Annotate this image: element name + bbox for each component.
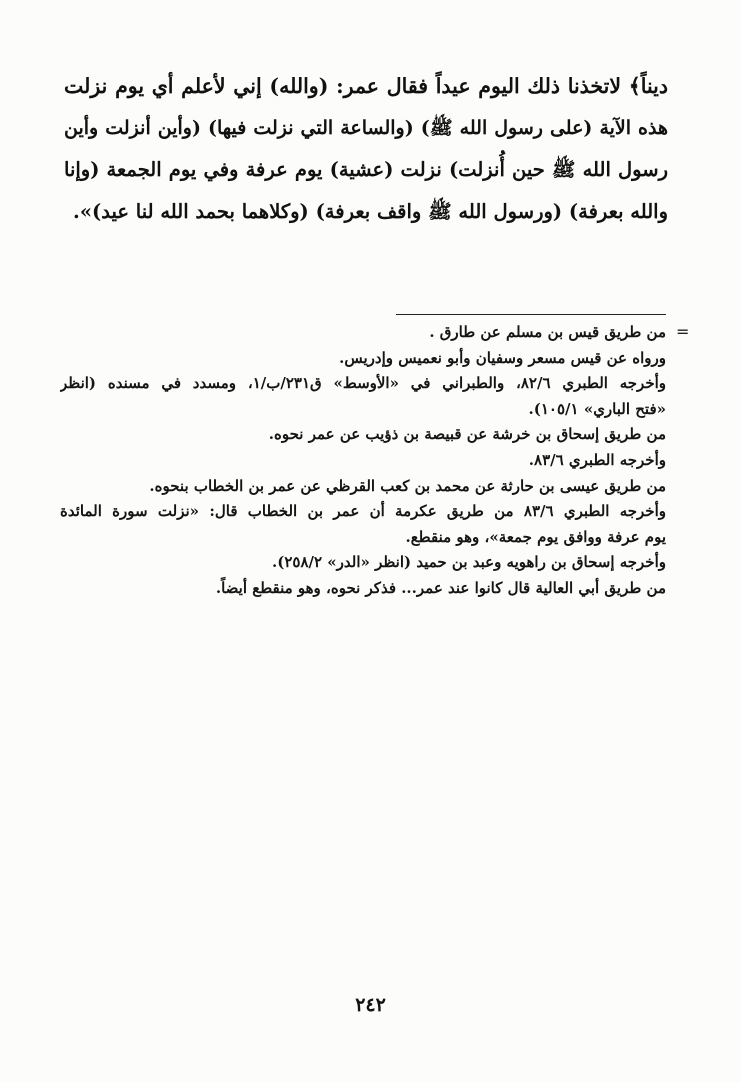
footnotes — [60, 320, 666, 602]
footnote-line: من طريق عيسى بن حارثة عن محمد بن كعب القرظي عن عمر بن الخطاب بنحوه. — [149, 476, 666, 495]
main-text-line: ديناً﴾ لاتخذنا ذلك اليوم عيداً فقال عمر: (والله) إني لأعلم أي يوم نزلت — [64, 74, 668, 98]
footnote-line: «فتح الباري» ١٠٥/١). — [528, 399, 666, 418]
main-text-line: رسول الله ﷺ حين أُنزلت) نزلت (عشية) يوم عرفة وفي يوم الجمعة (وإنا — [64, 158, 668, 181]
footnote-line: ورواه عن قيس مسعر وسفيان وأبو نعميس وإدريس. — [339, 348, 666, 367]
footnote-separator — [396, 314, 666, 315]
footnote-line: يوم عرفة ووافق يوم جمعة»، وهو منقطع. — [405, 527, 666, 546]
footnote-line: وأخرجه الطبري ٨٢/٦، والطبراني في «الأوسط» ق٢٣١/ب/١، ومسدد في مسنده (انظر — [60, 374, 666, 393]
footnote-line: من طريق قيس بن مسلم عن طارق . — [429, 323, 666, 341]
main-text-line: هذه الآية (على رسول الله ﷺ) (والساعة التي نزلت فيها) (وأين أنزلت وأين — [64, 116, 668, 139]
footnote-line: وأخرجه الطبري ٨٣/٦. — [528, 450, 666, 469]
main-text-line: والله بعرفة) (ورسول الله ﷺ واقف بعرفة) (وكلاهما بحمد الله لنا عيد)». — [73, 199, 668, 223]
main-text — [64, 66, 668, 232]
footnote-line: من طريق أبي العالية قال كانوا عند عمر... فذكر نحوه، وهو منقطع أيضاً. — [215, 578, 666, 597]
footnote-continuation-mark: = — [676, 322, 690, 341]
footnote-line: من طريق إسحاق بن خرشة عن قبيصة بن ذؤيب عن عمر نحوه. — [268, 425, 666, 444]
footnote-line: وأخرجه إسحاق بن راهويه وعبد بن حميد (انظر «الدر» ٢٥٨/٢). — [272, 553, 666, 572]
footnote-line: وأخرجه الطبري ٨٣/٦ من طريق عكرمة أن عمر بن الخطاب قال: «نزلت سورة المائدة — [60, 502, 666, 521]
page-number: ٢٤٢ — [355, 994, 386, 1016]
